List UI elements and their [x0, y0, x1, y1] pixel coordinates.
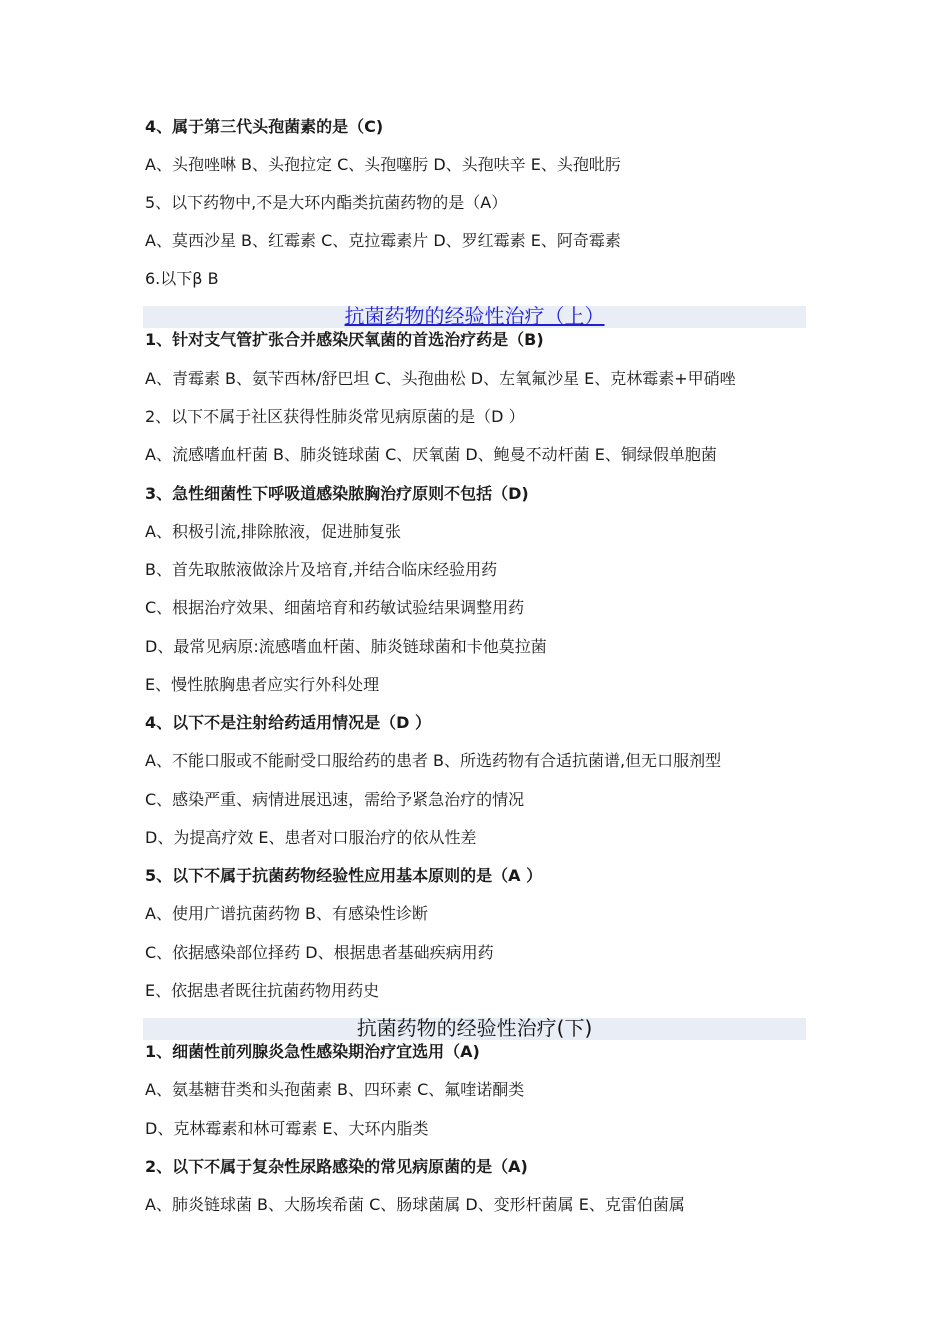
- lower-question-1-options-abc: A、氨基糖苷类和头孢菌素 B、四环素 C、氟喹诺酮类: [145, 1080, 525, 1099]
- upper-question-3-option-e: E、慢性脓胸患者应实行外科处理: [145, 675, 380, 694]
- upper-question-1-options: A、青霉素 B、氨苄西林/舒巴坦 C、头孢曲松 D、左氧氟沙星 E、克林霉素+甲硝唑: [145, 369, 736, 388]
- upper-question-4-option-c: C、感染严重、病情进展迅速，需给予紧急治疗的情况: [145, 790, 525, 809]
- upper-question-2: 2、以下不属于社区获得性肺炎常见病原菌的是（D ）: [145, 407, 525, 426]
- lower-question-2: 2、以下不属于复杂性尿路感染的常见病原菌的是（A): [145, 1157, 528, 1176]
- question-4-third-gen-cephalosporin: 4、属于第三代头孢菌素的是（C): [145, 117, 384, 136]
- upper-question-3-option-a: A、积极引流,排除脓液，促进肺复张: [145, 522, 402, 541]
- upper-question-4-options-ab: A、不能口服或不能耐受口服给药的患者 B、所选药物有合适抗菌谱,但无口服剂型: [145, 751, 722, 770]
- upper-question-1: 1、针对支气管扩张合并感染厌氧菌的首选治疗药是（B): [145, 330, 544, 349]
- upper-question-4: 4、以下不是注射给药适用情况是（D ）: [145, 713, 431, 732]
- upper-question-3-option-b: B、首先取脓液做涂片及培育,并结合临床经验用药: [145, 560, 498, 579]
- question-6-fragment: 6.以下β B: [145, 269, 219, 288]
- section-title-lower: [143, 1017, 806, 1039]
- lower-question-1-options-de: D、克林霉素和林可霉素 E、大环内脂类: [145, 1119, 429, 1138]
- upper-question-2-options: A、流感嗜血杆菌 B、肺炎链球菌 C、厌氧菌 D、鲍曼不动杆菌 E、铜绿假单胞菌: [145, 445, 717, 464]
- upper-question-5-option-e: E、依据患者既往抗菌药物用药史: [145, 981, 380, 1000]
- question-5-options: A、莫西沙星 B、红霉素 C、克拉霉素片 D、罗红霉素 E、阿奇霉素: [145, 231, 621, 250]
- lower-question-1: 1、细菌性前列腺炎急性感染期治疗宜选用（A): [145, 1042, 480, 1061]
- upper-question-5-options-ab: A、使用广谱抗菌药物 B、有感染性诊断: [145, 904, 429, 923]
- section-title-lower-text: 抗菌药物的经验性治疗(下): [356, 1016, 593, 1040]
- question-4-options: A、头孢唑啉 B、头孢拉定 C、头孢噻肟 D、头孢呋辛 E、头孢吡肟: [145, 155, 621, 174]
- section-title-upper[interactable]: [143, 305, 806, 327]
- upper-question-4-options-de: D、为提高疗效 E、患者对口服治疗的依从性差: [145, 828, 477, 847]
- lower-question-2-options: A、肺炎链球菌 B、大肠埃希菌 C、肠球菌属 D、变形杆菌属 E、克雷伯菌属: [145, 1195, 685, 1214]
- upper-question-5-options-cd: C、依据感染部位择药 D、根据患者基础疾病用药: [145, 943, 494, 962]
- question-5-macrolide: 5、以下药物中,不是大环内酯类抗菌药物的是（A）: [145, 193, 508, 212]
- section-title-upper-text[interactable]: 抗菌药物的经验性治疗（上）: [344, 304, 605, 328]
- upper-question-3: 3、急性细菌性下呼吸道感染脓胸治疗原则不包括（D): [145, 484, 529, 503]
- upper-question-5: 5、以下不属于抗菌药物经验性应用基本原则的是（A ）: [145, 866, 543, 885]
- upper-question-3-option-c: C、根据治疗效果、细菌培育和药敏试验结果调整用药: [145, 598, 525, 617]
- upper-question-3-option-d: D、最常见病原:流感嗜血杆菌、肺炎链球菌和卡他莫拉菌: [145, 637, 547, 656]
